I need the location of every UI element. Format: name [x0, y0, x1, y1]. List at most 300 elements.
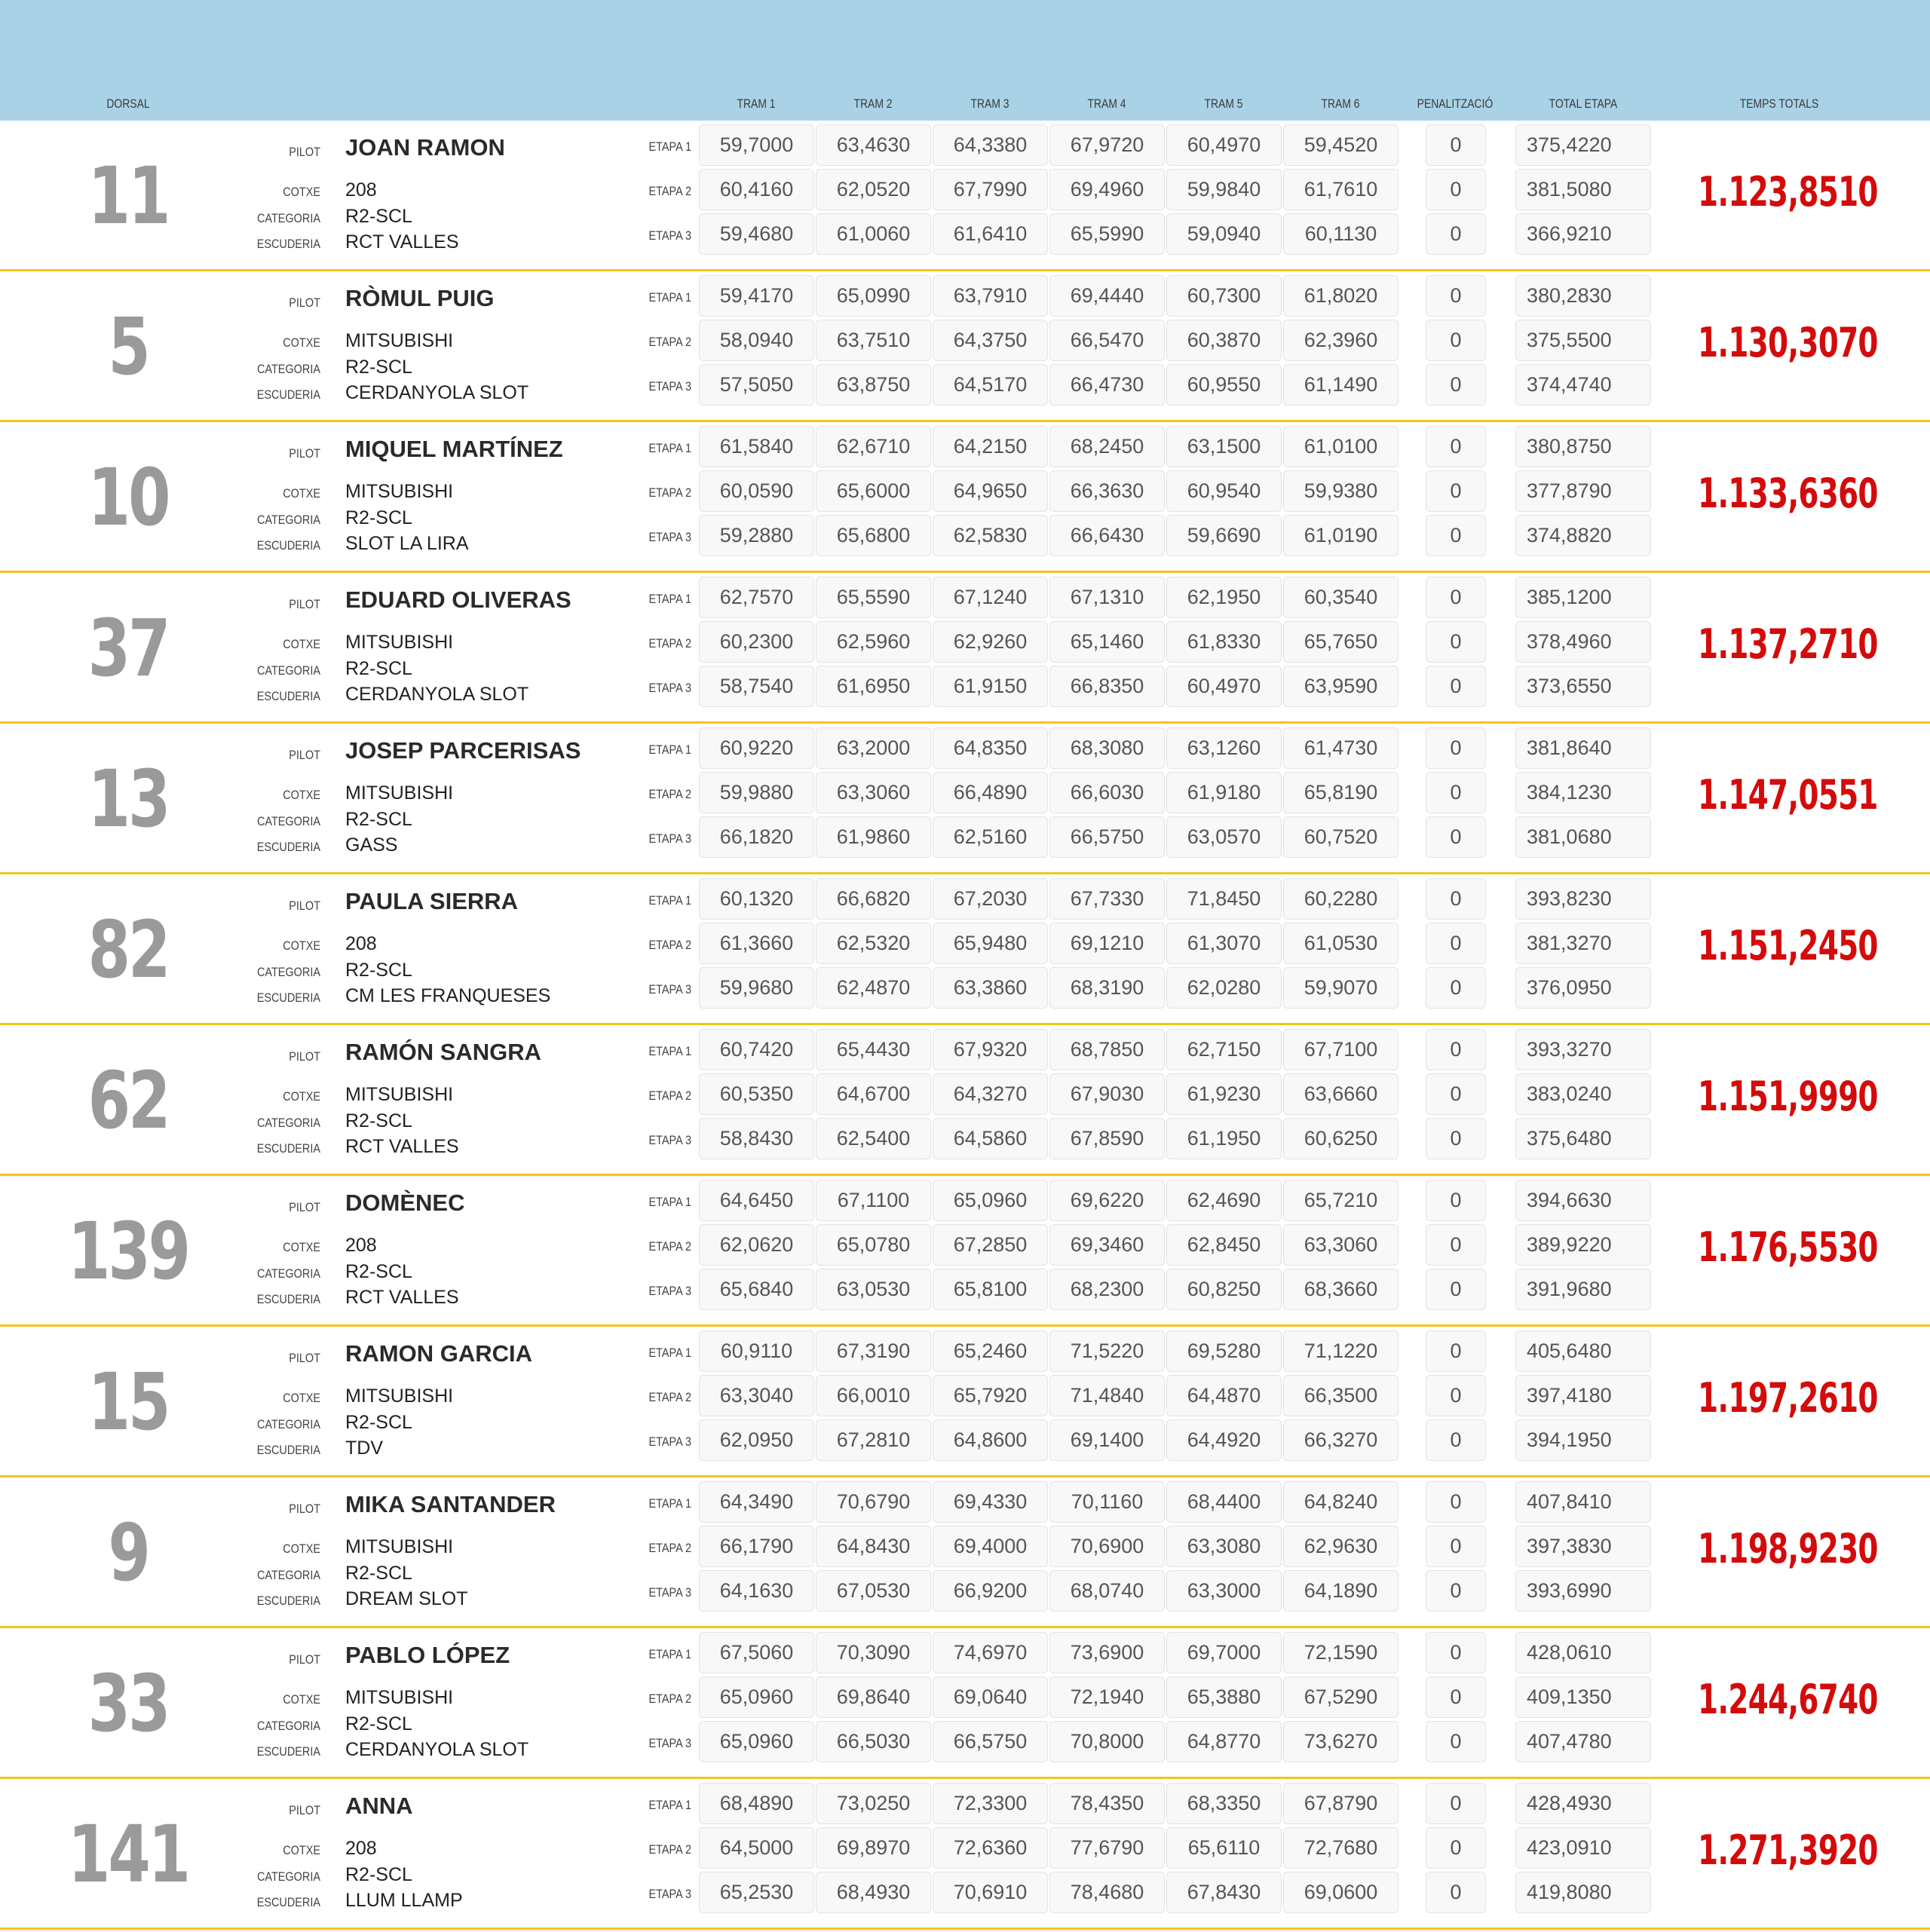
stage-total-cell: 394,1950 — [1515, 1419, 1651, 1461]
tram-time-cell: 64,8350 — [933, 727, 1048, 769]
tram-time-cell: 66,3500 — [1283, 1375, 1398, 1416]
stage-total-cell: 376,0950 — [1515, 967, 1651, 1009]
pilot-label: PILOT — [289, 1803, 320, 1817]
cotxe-label: COTXE — [283, 637, 320, 651]
tram-time-cell: 69,4440 — [1049, 275, 1165, 317]
cotxe-value: MITSUBISHI — [345, 1084, 454, 1105]
penalty-cell: 0 — [1426, 923, 1486, 964]
header-temps-totals: TEMPS TOTALS — [1739, 96, 1819, 111]
etapa-label: ETAPA 3 — [648, 1284, 691, 1298]
penalty-cell: 0 — [1426, 1570, 1486, 1612]
pilot-name: PABLO LÓPEZ — [345, 1642, 510, 1668]
escuderia-value: CERDANYOLA SLOT — [345, 1739, 529, 1760]
tram-time-cell: 67,8430 — [1166, 1872, 1282, 1913]
header-tram-3: TRAM 3 — [970, 96, 1009, 111]
etapa-label: ETAPA 1 — [648, 1647, 691, 1661]
tram-time-cell: 59,2880 — [699, 515, 814, 556]
etapa-label: ETAPA 1 — [648, 1798, 691, 1812]
tram-time-cell: 67,7100 — [1283, 1029, 1398, 1070]
tram-time-cell: 64,3750 — [933, 320, 1048, 361]
tram-time-cell: 61,1950 — [1166, 1118, 1282, 1159]
categoria-label: CATEGORIA — [256, 1116, 320, 1130]
tram-time-cell: 65,0960 — [699, 1676, 814, 1718]
tram-time-cell: 62,7150 — [1166, 1029, 1282, 1070]
dorsal-number: 5 — [108, 301, 149, 393]
tram-time-cell: 60,0590 — [699, 470, 814, 512]
tram-time-cell: 66,3630 — [1049, 470, 1165, 512]
tram-time-cell: 60,5350 — [699, 1073, 814, 1115]
penalty-cell: 0 — [1426, 1419, 1486, 1461]
cotxe-label: COTXE — [283, 1542, 320, 1556]
escuderia-label: ESCUDERIA — [256, 1141, 320, 1156]
stage-total-cell: 381,3270 — [1515, 923, 1651, 964]
header-penalitzacio: PENALITZACIÓ — [1417, 96, 1493, 111]
dorsal-number: 139 — [68, 1205, 188, 1297]
stage-total-cell: 423,0910 — [1515, 1827, 1651, 1869]
stage-total-cell: 374,8820 — [1515, 515, 1651, 556]
tram-time-cell: 65,8190 — [1283, 772, 1398, 813]
categoria-label: CATEGORIA — [256, 814, 320, 828]
tram-time-cell: 64,6450 — [699, 1180, 814, 1221]
escuderia-label: ESCUDERIA — [256, 1594, 320, 1608]
tram-time-cell: 68,4890 — [699, 1783, 814, 1824]
tram-time-cell: 65,0960 — [933, 1180, 1048, 1221]
tram-time-cell: 67,8790 — [1283, 1783, 1398, 1824]
tram-time-cell: 62,1950 — [1166, 577, 1282, 618]
cotxe-value: MITSUBISHI — [345, 782, 454, 804]
cotxe-value: MITSUBISHI — [345, 1687, 454, 1708]
total-time: 1.137,2710 — [1698, 620, 1878, 668]
escuderia-value: LLUM LLAMP — [345, 1890, 463, 1911]
tram-time-cell: 62,0620 — [699, 1224, 814, 1266]
tram-time-cell: 61,8330 — [1166, 621, 1282, 663]
tram-time-cell: 60,6250 — [1283, 1118, 1398, 1159]
tram-time-cell: 63,2000 — [816, 727, 931, 769]
tram-time-cell: 58,8430 — [699, 1118, 814, 1159]
cotxe-value: 208 — [345, 1235, 377, 1256]
tram-time-cell: 71,1220 — [1283, 1330, 1398, 1372]
tram-time-cell: 61,5840 — [699, 426, 814, 467]
penalty-cell: 0 — [1426, 621, 1486, 663]
tram-time-cell: 62,0280 — [1166, 967, 1282, 1009]
escuderia-value: DREAM SLOT — [345, 1588, 468, 1609]
entry-block — [0, 874, 1930, 1025]
categoria-label: CATEGORIA — [256, 362, 320, 376]
tram-time-cell: 61,6410 — [933, 213, 1048, 255]
tram-time-cell: 70,1160 — [1049, 1481, 1165, 1523]
stage-total-cell: 378,4960 — [1515, 621, 1651, 663]
tram-time-cell: 63,0570 — [1166, 816, 1282, 858]
etapa-label: ETAPA 3 — [648, 1736, 691, 1750]
etapa-label: ETAPA 2 — [648, 1390, 691, 1404]
entry-block — [0, 271, 1930, 422]
tram-time-cell: 66,5030 — [816, 1721, 931, 1762]
categoria-value: R2-SCL — [345, 1110, 412, 1131]
tram-time-cell: 60,9110 — [699, 1330, 814, 1372]
stage-total-cell: 391,9680 — [1515, 1269, 1651, 1310]
tram-time-cell: 66,4890 — [933, 772, 1048, 813]
penalty-cell: 0 — [1426, 213, 1486, 255]
tram-time-cell: 65,6840 — [699, 1269, 814, 1310]
tram-time-cell: 72,7680 — [1283, 1827, 1398, 1869]
penalty-cell: 0 — [1426, 772, 1486, 813]
tram-time-cell: 63,3000 — [1166, 1570, 1282, 1612]
tram-time-cell: 65,6000 — [816, 470, 931, 512]
tram-time-cell: 68,3660 — [1283, 1269, 1398, 1310]
tram-time-cell: 67,9320 — [933, 1029, 1048, 1070]
etapa-label: ETAPA 2 — [648, 1541, 691, 1555]
tram-time-cell: 61,4730 — [1283, 727, 1398, 769]
tram-time-cell: 61,9150 — [933, 666, 1048, 707]
tram-time-cell: 66,9200 — [933, 1570, 1048, 1612]
stage-total-cell: 397,3830 — [1515, 1526, 1651, 1567]
total-time: 1.123,8510 — [1698, 168, 1878, 216]
cotxe-value: MITSUBISHI — [345, 1385, 454, 1407]
tram-time-cell: 63,6660 — [1283, 1073, 1398, 1115]
penalty-cell: 0 — [1426, 1526, 1486, 1567]
header-tram-2: TRAM 2 — [853, 96, 893, 111]
tram-time-cell: 69,3460 — [1049, 1224, 1165, 1266]
tram-time-cell: 69,6220 — [1049, 1180, 1165, 1221]
tram-time-cell: 66,1820 — [699, 816, 814, 858]
categoria-value: R2-SCL — [345, 1412, 412, 1433]
dorsal-number: 82 — [87, 904, 169, 996]
stage-total-cell: 380,8750 — [1515, 426, 1651, 467]
pilot-label: PILOT — [289, 295, 320, 310]
penalty-cell: 0 — [1426, 1632, 1486, 1673]
etapa-label: ETAPA 2 — [648, 938, 691, 952]
tram-time-cell: 67,2030 — [933, 878, 1048, 920]
tram-time-cell: 69,7000 — [1166, 1632, 1282, 1673]
entry-block — [0, 1779, 1930, 1930]
tram-time-cell: 61,0060 — [816, 213, 931, 255]
tram-time-cell: 65,7920 — [933, 1375, 1048, 1416]
stage-total-cell: 383,0240 — [1515, 1073, 1651, 1115]
penalty-cell: 0 — [1426, 666, 1486, 707]
tram-time-cell: 64,1630 — [699, 1570, 814, 1612]
penalty-cell: 0 — [1426, 1721, 1486, 1762]
tram-time-cell: 64,3380 — [933, 124, 1048, 166]
tram-time-cell: 63,3060 — [816, 772, 931, 813]
tram-time-cell: 60,9550 — [1166, 364, 1282, 406]
tram-time-cell: 61,9180 — [1166, 772, 1282, 813]
total-time: 1.151,9990 — [1698, 1073, 1878, 1120]
tram-time-cell: 60,3540 — [1283, 577, 1398, 618]
tram-time-cell: 59,9070 — [1283, 967, 1398, 1009]
stage-total-cell: 374,4740 — [1515, 364, 1651, 406]
tram-time-cell: 69,0640 — [933, 1676, 1048, 1718]
stage-total-cell: 393,3270 — [1515, 1029, 1651, 1070]
categoria-label: CATEGORIA — [256, 663, 320, 678]
stage-total-cell: 397,4180 — [1515, 1375, 1651, 1416]
cotxe-label: COTXE — [283, 486, 320, 501]
cotxe-value: MITSUBISHI — [345, 330, 454, 351]
tram-time-cell: 70,3090 — [816, 1632, 931, 1673]
tram-time-cell: 66,6030 — [1049, 772, 1165, 813]
categoria-value: R2-SCL — [345, 206, 412, 227]
stage-total-cell: 375,4220 — [1515, 124, 1651, 166]
tram-time-cell: 66,4730 — [1049, 364, 1165, 406]
entry-block — [0, 1327, 1930, 1477]
total-time: 1.147,0551 — [1698, 771, 1878, 819]
tram-time-cell: 68,3080 — [1049, 727, 1165, 769]
tram-time-cell: 63,1260 — [1166, 727, 1282, 769]
tram-time-cell: 65,0990 — [816, 275, 931, 317]
tram-time-cell: 63,8750 — [816, 364, 931, 406]
pilot-name: DOMÈNEC — [345, 1190, 465, 1216]
tram-time-cell: 70,6900 — [1049, 1526, 1165, 1567]
cotxe-label: COTXE — [283, 1391, 320, 1405]
dorsal-number: 33 — [87, 1658, 169, 1750]
tram-time-cell: 68,3350 — [1166, 1783, 1282, 1824]
tram-time-cell: 59,9880 — [699, 772, 814, 813]
tram-time-cell: 62,5160 — [933, 816, 1048, 858]
tram-time-cell: 69,5280 — [1166, 1330, 1282, 1372]
tram-time-cell: 70,8000 — [1049, 1721, 1165, 1762]
tram-time-cell: 59,7000 — [699, 124, 814, 166]
tram-time-cell: 64,2150 — [933, 426, 1048, 467]
etapa-label: ETAPA 3 — [648, 379, 691, 393]
stage-total-cell: 375,6480 — [1515, 1118, 1651, 1159]
tram-time-cell: 65,4430 — [816, 1029, 931, 1070]
categoria-value: R2-SCL — [345, 1864, 412, 1885]
tram-time-cell: 59,4520 — [1283, 124, 1398, 166]
tram-time-cell: 67,2810 — [816, 1419, 931, 1461]
tram-time-cell: 60,3870 — [1166, 320, 1282, 361]
etapa-label: ETAPA 2 — [648, 1692, 691, 1706]
results-list — [0, 121, 1930, 1930]
stage-total-cell: 384,1230 — [1515, 772, 1651, 813]
entry-block — [0, 1628, 1930, 1779]
tram-time-cell: 78,4350 — [1049, 1783, 1165, 1824]
total-time: 1.244,6740 — [1698, 1676, 1878, 1723]
tram-time-cell: 64,1890 — [1283, 1570, 1398, 1612]
tram-time-cell: 64,4920 — [1166, 1419, 1282, 1461]
penalty-cell: 0 — [1426, 1224, 1486, 1266]
cotxe-value: 208 — [345, 179, 377, 201]
penalty-cell: 0 — [1426, 1180, 1486, 1221]
penalty-cell: 0 — [1426, 1872, 1486, 1913]
dorsal-number: 37 — [87, 602, 169, 694]
tram-time-cell: 60,7420 — [699, 1029, 814, 1070]
escuderia-value: RCT VALLES — [345, 1287, 459, 1308]
pilot-name: RÒMUL PUIG — [345, 285, 495, 311]
penalty-cell: 0 — [1426, 577, 1486, 618]
stage-total-cell: 381,5080 — [1515, 169, 1651, 210]
categoria-value: R2-SCL — [345, 357, 412, 378]
tram-time-cell: 62,4690 — [1166, 1180, 1282, 1221]
tram-time-cell: 60,2280 — [1283, 878, 1398, 920]
tram-time-cell: 60,9220 — [699, 727, 814, 769]
dorsal-number: 62 — [87, 1055, 169, 1147]
tram-time-cell: 68,7850 — [1049, 1029, 1165, 1070]
pilot-label: PILOT — [289, 1502, 320, 1516]
tram-time-cell: 72,1590 — [1283, 1632, 1398, 1673]
tram-time-cell: 62,9630 — [1283, 1526, 1398, 1567]
tram-time-cell: 58,0940 — [699, 320, 814, 361]
tram-time-cell: 60,8250 — [1166, 1269, 1282, 1310]
penalty-cell: 0 — [1426, 967, 1486, 1009]
header-tram-6: TRAM 6 — [1321, 96, 1360, 111]
header-tram-4: TRAM 4 — [1087, 96, 1126, 111]
etapa-label: ETAPA 2 — [648, 335, 691, 349]
pilot-label: PILOT — [289, 145, 320, 159]
stage-total-cell: 366,9210 — [1515, 213, 1651, 255]
tram-time-cell: 65,5590 — [816, 577, 931, 618]
tram-time-cell: 64,8600 — [933, 1419, 1048, 1461]
penalty-cell: 0 — [1426, 320, 1486, 361]
tram-time-cell: 68,4400 — [1166, 1481, 1282, 1523]
stage-total-cell: 381,8640 — [1515, 727, 1651, 769]
pilot-name: ANNA — [345, 1793, 413, 1819]
etapa-label: ETAPA 2 — [648, 1239, 691, 1254]
tram-time-cell: 77,6790 — [1049, 1827, 1165, 1869]
tram-time-cell: 66,6430 — [1049, 515, 1165, 556]
pilot-label: PILOT — [289, 446, 320, 461]
stage-total-cell: 377,8790 — [1515, 470, 1651, 512]
stage-total-cell: 385,1200 — [1515, 577, 1651, 618]
stage-total-cell: 428,4930 — [1515, 1783, 1651, 1824]
escuderia-label: ESCUDERIA — [256, 1895, 320, 1909]
tram-time-cell: 69,8970 — [816, 1827, 931, 1869]
penalty-cell: 0 — [1426, 1269, 1486, 1310]
tram-time-cell: 69,8640 — [816, 1676, 931, 1718]
penalty-cell: 0 — [1426, 470, 1486, 512]
tram-time-cell: 62,9260 — [933, 621, 1048, 663]
tram-time-cell: 67,5290 — [1283, 1676, 1398, 1718]
etapa-label: ETAPA 1 — [648, 441, 691, 455]
tram-time-cell: 67,1310 — [1049, 577, 1165, 618]
stage-total-cell: 428,0610 — [1515, 1632, 1651, 1673]
total-time: 1.176,5530 — [1698, 1223, 1878, 1271]
tram-time-cell: 61,9860 — [816, 816, 931, 858]
tram-time-cell: 65,7210 — [1283, 1180, 1398, 1221]
escuderia-value: RCT VALLES — [345, 1136, 459, 1157]
tram-time-cell: 68,4930 — [816, 1872, 931, 1913]
tram-time-cell: 64,4870 — [1166, 1375, 1282, 1416]
tram-time-cell: 62,0520 — [816, 169, 931, 210]
entry-block — [0, 724, 1930, 874]
tram-time-cell: 69,4960 — [1049, 169, 1165, 210]
tram-time-cell: 64,5860 — [933, 1118, 1048, 1159]
header-tram-1: TRAM 1 — [737, 96, 776, 111]
cotxe-label: COTXE — [283, 185, 320, 199]
pilot-label: PILOT — [289, 899, 320, 913]
stage-total-cell: 405,6480 — [1515, 1330, 1651, 1372]
entry-block — [0, 1025, 1930, 1176]
tram-time-cell: 66,1790 — [699, 1526, 814, 1567]
etapa-label: ETAPA 3 — [648, 1585, 691, 1600]
escuderia-label: ESCUDERIA — [256, 1443, 320, 1457]
categoria-value: R2-SCL — [345, 1563, 412, 1584]
cotxe-label: COTXE — [283, 1692, 320, 1707]
tram-time-cell: 66,5750 — [933, 1721, 1048, 1762]
dorsal-number: 10 — [87, 452, 169, 543]
tram-time-cell: 70,6910 — [933, 1872, 1048, 1913]
etapa-label: ETAPA 3 — [648, 530, 691, 544]
tram-time-cell: 62,0950 — [699, 1419, 814, 1461]
dorsal-number: 9 — [108, 1507, 149, 1599]
escuderia-value: CERDANYOLA SLOT — [345, 382, 529, 403]
etapa-label: ETAPA 2 — [648, 636, 691, 651]
tram-time-cell: 64,3270 — [933, 1073, 1048, 1115]
tram-time-cell: 62,5400 — [816, 1118, 931, 1159]
tram-time-cell: 69,1210 — [1049, 923, 1165, 964]
categoria-value: R2-SCL — [345, 658, 412, 679]
tram-time-cell: 60,9540 — [1166, 470, 1282, 512]
pilot-label: PILOT — [289, 1652, 320, 1667]
penalty-cell: 0 — [1426, 1375, 1486, 1416]
escuderia-label: ESCUDERIA — [256, 840, 320, 854]
stage-total-cell: 373,6550 — [1515, 666, 1651, 707]
pilot-name: RAMON GARCIA — [345, 1340, 532, 1367]
stage-total-cell: 393,6990 — [1515, 1570, 1651, 1612]
tram-time-cell: 61,0100 — [1283, 426, 1398, 467]
tram-time-cell: 60,2300 — [699, 621, 814, 663]
tram-time-cell: 64,5170 — [933, 364, 1048, 406]
etapa-label: ETAPA 1 — [648, 290, 691, 305]
pilot-name: JOAN RAMON — [345, 134, 505, 161]
penalty-cell: 0 — [1426, 275, 1486, 317]
etapa-label: ETAPA 1 — [648, 1496, 691, 1511]
tram-time-cell: 64,3490 — [699, 1481, 814, 1523]
tram-time-cell: 70,6790 — [816, 1481, 931, 1523]
penalty-cell: 0 — [1426, 816, 1486, 858]
tram-time-cell: 59,0940 — [1166, 213, 1282, 255]
categoria-value: R2-SCL — [345, 960, 412, 981]
etapa-label: ETAPA 3 — [648, 1133, 691, 1147]
etapa-label: ETAPA 3 — [648, 228, 691, 243]
escuderia-value: CM LES FRANQUESES — [345, 985, 551, 1006]
penalty-cell: 0 — [1426, 124, 1486, 166]
stage-total-cell: 393,8230 — [1515, 878, 1651, 920]
tram-time-cell: 62,8450 — [1166, 1224, 1282, 1266]
tram-time-cell: 62,5960 — [816, 621, 931, 663]
tram-time-cell: 68,2450 — [1049, 426, 1165, 467]
tram-time-cell: 65,3880 — [1166, 1676, 1282, 1718]
tram-time-cell: 60,7520 — [1283, 816, 1398, 858]
categoria-value: R2-SCL — [345, 1261, 412, 1282]
categoria-label: CATEGORIA — [256, 1568, 320, 1582]
etapa-label: ETAPA 3 — [648, 982, 691, 997]
escuderia-value: RCT VALLES — [345, 231, 459, 253]
tram-time-cell: 64,6700 — [816, 1073, 931, 1115]
pilot-label: PILOT — [289, 748, 320, 762]
tram-time-cell: 62,7570 — [699, 577, 814, 618]
tram-time-cell: 59,6690 — [1166, 515, 1282, 556]
tram-time-cell: 61,3660 — [699, 923, 814, 964]
penalty-cell: 0 — [1426, 1827, 1486, 1869]
etapa-label: ETAPA 1 — [648, 893, 691, 908]
stage-total-cell: 394,6630 — [1515, 1180, 1651, 1221]
tram-time-cell: 62,4870 — [816, 967, 931, 1009]
tram-time-cell: 60,4970 — [1166, 124, 1282, 166]
tram-time-cell: 66,5750 — [1049, 816, 1165, 858]
tram-time-cell: 68,0740 — [1049, 1570, 1165, 1612]
etapa-label: ETAPA 3 — [648, 1887, 691, 1901]
escuderia-label: ESCUDERIA — [256, 387, 320, 402]
etapa-label: ETAPA 2 — [648, 485, 691, 500]
tram-time-cell: 65,7650 — [1283, 621, 1398, 663]
categoria-label: CATEGORIA — [256, 211, 320, 225]
dorsal-number: 15 — [87, 1356, 169, 1448]
stage-total-cell: 375,5500 — [1515, 320, 1651, 361]
tram-time-cell: 71,8450 — [1166, 878, 1282, 920]
tram-time-cell: 61,7610 — [1283, 169, 1398, 210]
tram-time-cell: 64,8240 — [1283, 1481, 1398, 1523]
tram-time-cell: 61,9230 — [1166, 1073, 1282, 1115]
categoria-label: CATEGORIA — [256, 1417, 320, 1431]
